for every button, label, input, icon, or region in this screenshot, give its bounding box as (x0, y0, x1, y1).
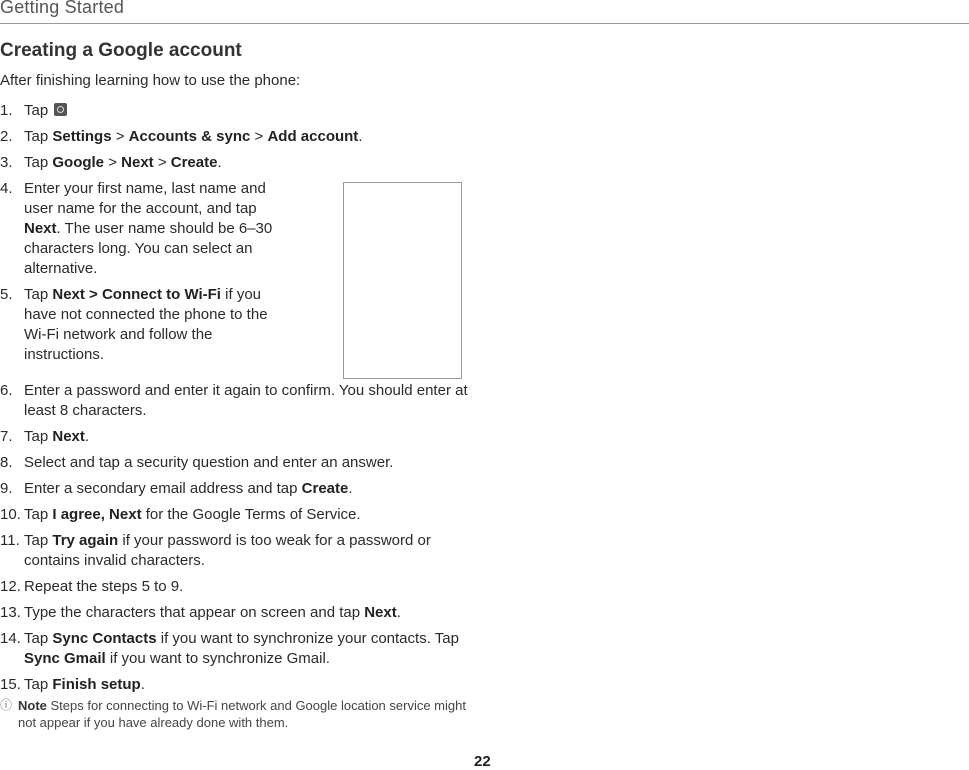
step-13: 13. Type the characters that appear on screen and tap Next. (0, 604, 401, 621)
phone-screenshot-placeholder (343, 182, 462, 379)
page-number: 22 (474, 753, 491, 770)
step-8: 8. Select and tap a security question and enter an answer. (0, 454, 394, 471)
note-text: Steps for connecting to Wi-Fi network and Google location service might not appear if you have already done with them. (18, 698, 466, 730)
step-12: 12. Repeat the steps 5 to 9. (0, 578, 184, 595)
step-11: 11. Tap Try again if your password is too weak for a password or contains invalid characters. (0, 532, 431, 569)
settings-app-icon (54, 103, 67, 116)
step-9: 9. Enter a secondary email address and tap Create. (0, 480, 353, 497)
page-header (0, 0, 969, 24)
step-5: 5. Tap Next > Connect to Wi-Fi if you have not connected the phone to the Wi-Fi network and follow the instructions. (0, 286, 268, 363)
step-7: 7. Tap Next. (0, 428, 90, 445)
step-2: 2. Tap Settings > Accounts & sync > Add account. (0, 128, 363, 145)
step-4: 4. Enter your first name, last name and user name for the account, and tap Next. The user name should be 6–30 characters long. You can select an alternative. (0, 180, 273, 277)
step-15: 15. Tap Finish setup. (0, 676, 145, 693)
intro-text: After finishing learning how to use the phone: (0, 72, 301, 89)
step-1: 1. Tap (0, 101, 470, 121)
section-title: Getting Started (0, 0, 125, 17)
page-title: Creating a Google account (0, 40, 242, 61)
step-14: 14. Tap Sync Contacts if you want to synchronize your contacts. Tap Sync Gmail if you want to synchronize Gmail. (0, 630, 459, 667)
step-10: 10. Tap I agree, Next for the Google Terms of Service. (0, 506, 361, 523)
step-3: 3. Tap Google > Next > Create. (0, 154, 222, 171)
info-icon: ⓘ (0, 698, 13, 712)
note-label: Note (18, 698, 47, 713)
note (0, 697, 470, 731)
step-6: 6. Enter a password and enter it again to confirm. You should enter at least 8 characters. (0, 382, 468, 419)
